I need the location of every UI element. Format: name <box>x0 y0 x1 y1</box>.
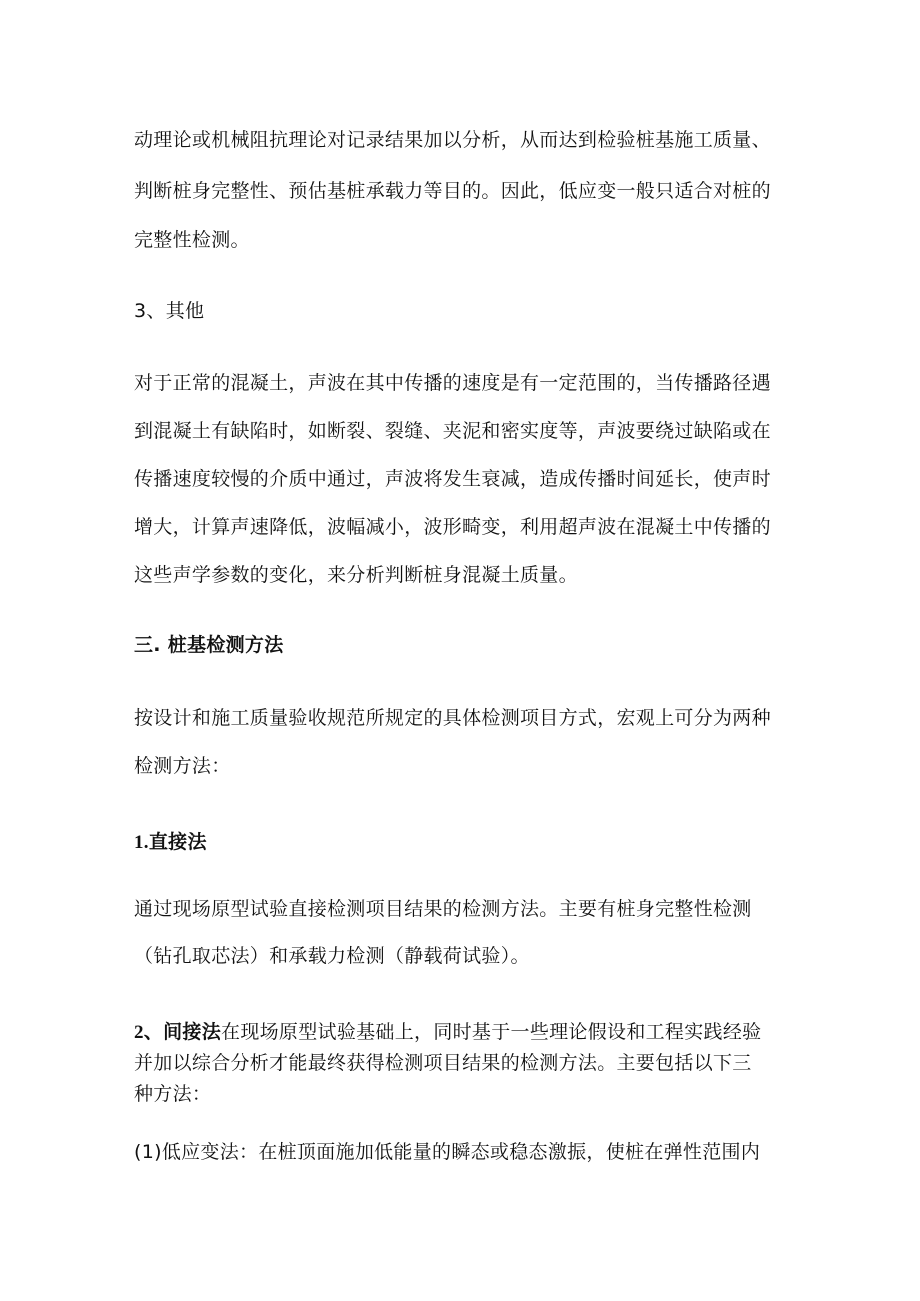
paragraph-line: 动理论或机械阻抗理论对记录结果加以分析，从而达到检验桩基施工质量、 <box>134 129 771 151</box>
paragraph-line: （钻孔取芯法）和承载力检测（静载荷试验）。 <box>134 945 530 967</box>
paragraph-line: 种方法： <box>134 1083 212 1105</box>
subsection-heading: 3、其他 <box>134 300 205 322</box>
paragraph-line: 完整性检测。 <box>134 229 250 251</box>
section-heading: 三. 桩基检测方法 <box>134 634 284 656</box>
paragraph-line: (1)低应变法：在桩顶面施加低能量的瞬态或稳态激振，使桩在弹性范围内 <box>134 1141 761 1163</box>
paragraph-text: 在现场原型试验基础上，同时基于一些理论假设和工程实践经验 <box>221 1021 762 1043</box>
paragraph-line: 对于正常的混凝土，声波在其中传播的速度是有一定范围的，当传播路径遇 <box>134 372 771 394</box>
heading-text: 间接法 <box>163 1021 222 1043</box>
paragraph-line-indirect <box>134 1020 761 1045</box>
paragraph-line: 按设计和施工质量验收规范所规定的具体检测项目方式，宏观上可分为两种 <box>134 707 771 729</box>
paragraph-line: 这些声学参数的变化，来分析判断桩身混凝土质量。 <box>134 564 578 586</box>
paragraph-line: 判断桩身完整性、预估基桩承载力等目的。因此，低应变一般只适合对桩的 <box>134 180 771 202</box>
method-heading-direct <box>134 830 207 855</box>
paragraph-line: 并加以综合分析才能最终获得检测项目结果的检测方法。主要包括以下三 <box>134 1052 752 1074</box>
heading-number: 2、 <box>134 1022 164 1043</box>
paragraph-line: 通过现场原型试验直接检测项目结果的检测方法。主要有桩身完整性检测 <box>134 898 752 920</box>
paragraph-line: 检测方法： <box>134 755 231 777</box>
heading-number: 1. <box>134 832 149 853</box>
paragraph-line: 增大，计算声速降低，波幅减小，波形畸变，利用超声波在混凝土中传播的 <box>134 516 771 538</box>
heading-text: 直接法 <box>148 831 207 853</box>
paragraph-line: 传播速度较慢的介质中通过，声波将发生衰减，造成传播时间延长，使声时 <box>134 468 771 490</box>
paragraph-line: 到混凝土有缺陷时，如断裂、裂缝、夹泥和密实度等，声波要绕过缺陷或在 <box>134 420 771 442</box>
